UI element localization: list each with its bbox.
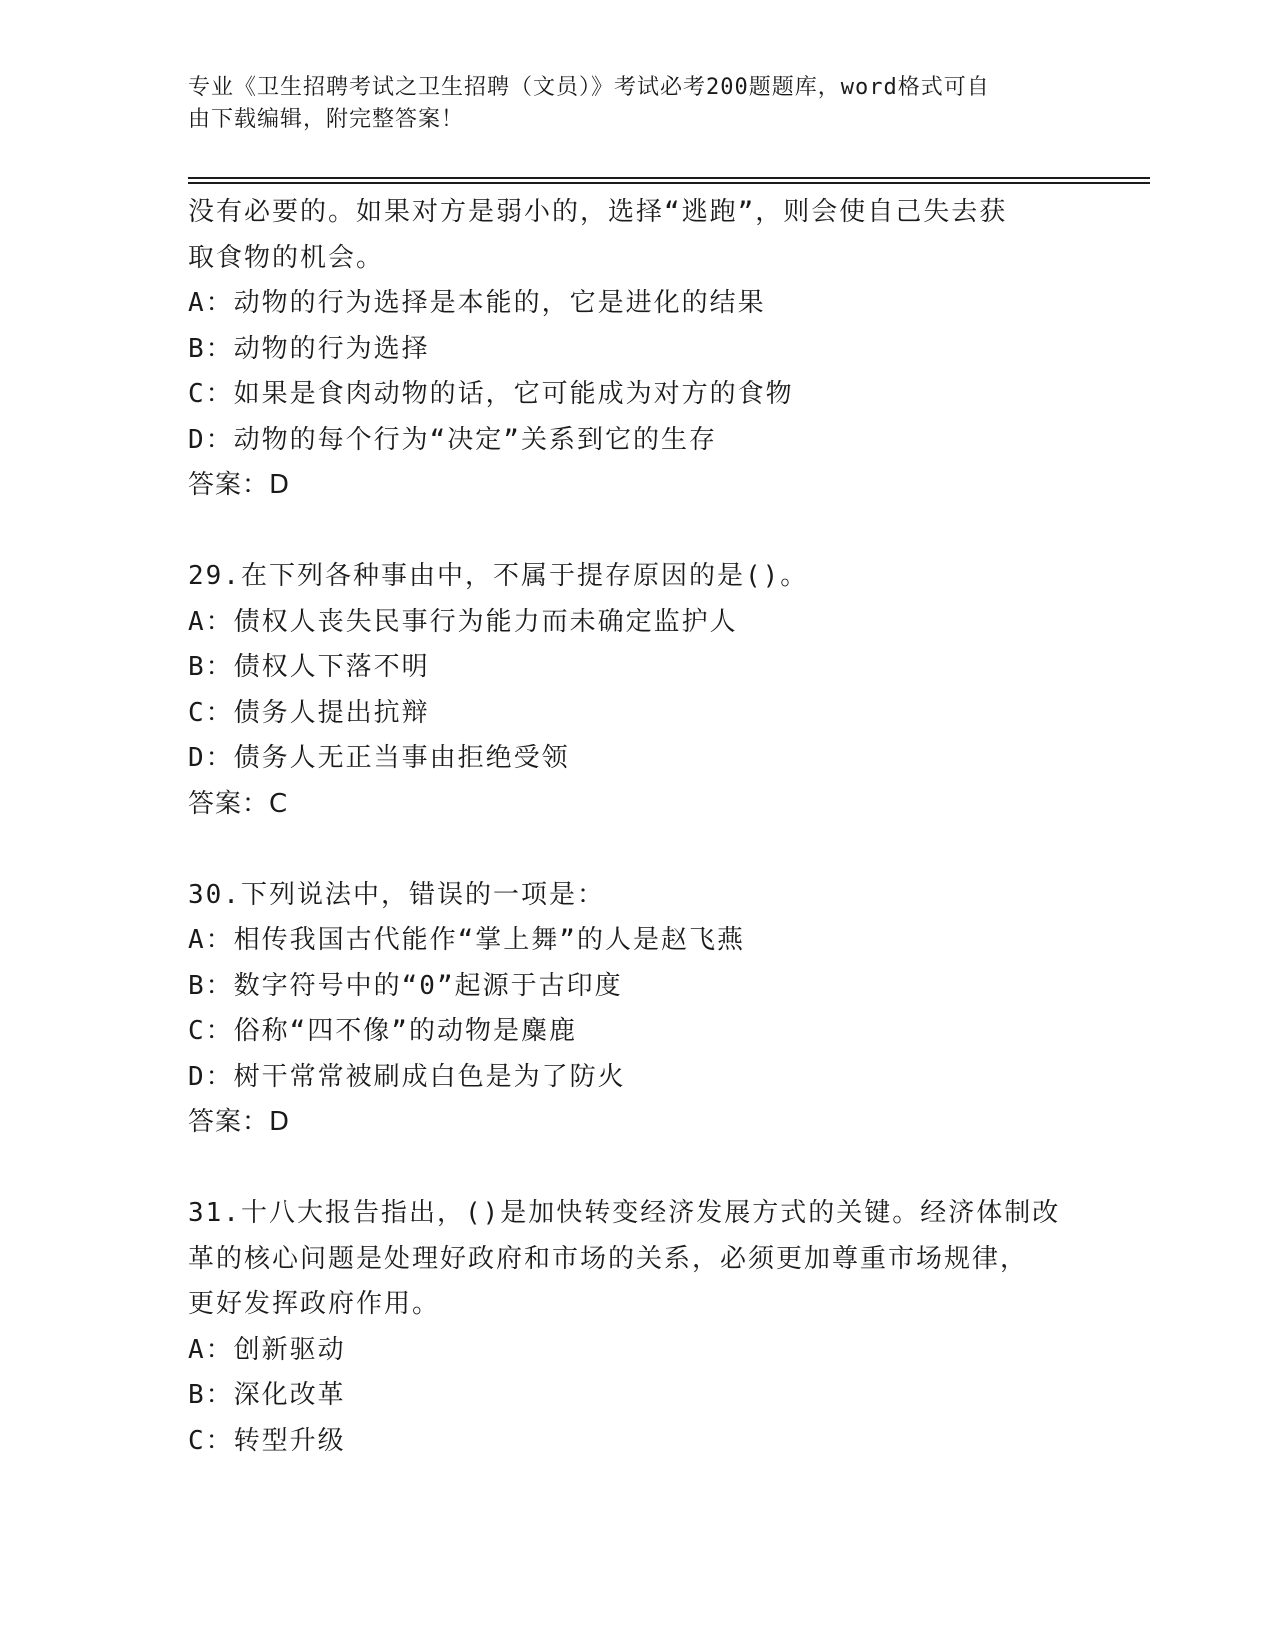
option-c: C：如果是食肉动物的话，它可能成为对方的食物 [188,379,794,409]
option-d: D：债务人无正当事由拒绝受领 [188,743,570,773]
header-line-2: 由下载编辑，附完整答案！ [188,107,465,132]
option-d: D：树干常常被刷成白色是为了防火 [188,1061,626,1092]
option-b: B：动物的行为选择 [188,333,430,364]
spacer [188,827,1088,873]
question-continuation [188,190,1088,509]
question-stem: 更好发挥政府作用。 [188,1289,441,1319]
spacer [188,1146,1088,1192]
stem-line: 取食物的机会。 [188,242,385,273]
header-divider-bottom [188,182,1150,184]
option-b: B：数字符号中的“0”起源于古印度 [188,970,623,1001]
question-stem: 29.在下列各种事由中，不属于提存原因的是()。 [188,561,809,591]
option-b: B：深化改革 [188,1380,346,1410]
question-stem: 革的核心问题是处理好政府和市场的关系，必须更加尊重市场规律， [188,1243,1029,1274]
option-a: A：创新驱动 [188,1334,346,1365]
answer-line: 答案：D [188,1107,291,1137]
question-stem: 30.下列说法中，错误的一项是： [188,879,605,910]
option-c: C：俗称“四不像”的动物是麋鹿 [188,1016,577,1046]
stem-line: 没有必要的。如果对方是弱小的，选择“逃跑”，则会使自己失去获 [188,197,1008,227]
option-c: C：债务人提出抗辩 [188,697,430,728]
option-c: C：转型升级 [188,1425,346,1456]
header-divider-top [188,177,1150,179]
question-stem: 31.十八大报告指出，()是加快转变经济发展方式的关键。经济体制改 [188,1198,1061,1228]
spacer [188,509,1088,555]
question-content [188,190,1088,1464]
page-header [188,72,1068,136]
option-d: D：动物的每个行为“决定”关系到它的生存 [188,424,717,455]
header-line-1: 专业《卫生招聘考试之卫生招聘（文员）》考试必考200题题库，word格式可自 [188,75,990,100]
answer-line: 答案：C [188,788,289,819]
option-a: A：动物的行为选择是本能的，它是进化的结果 [188,288,766,318]
question-29 [188,554,1088,827]
option-a: A：债权人丧失民事行为能力而未确定监护人 [188,606,738,637]
option-b: B：债权人下落不明 [188,652,430,682]
option-a: A：相传我国古代能作“掌上舞”的人是赵飞燕 [188,925,745,955]
question-30 [188,873,1088,1146]
question-31 [188,1191,1088,1464]
answer-line: 答案：D [188,470,291,500]
